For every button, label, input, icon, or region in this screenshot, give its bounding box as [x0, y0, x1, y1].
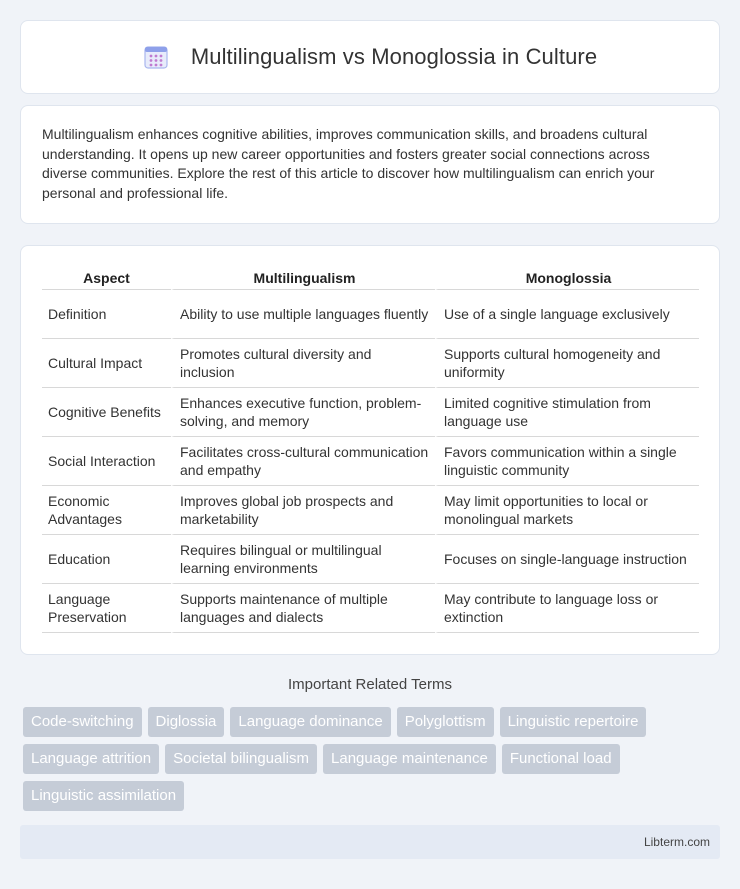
monoglossia-cell: May contribute to language loss or extinction [435, 584, 699, 633]
monoglossia-cell: Use of a single language exclusively [435, 290, 699, 339]
multilingualism-cell: Enhances executive function, problem-solving, and memory [171, 388, 435, 437]
related-term-tag[interactable]: Code-switching [23, 707, 142, 737]
monoglossia-cell: Limited cognitive stimulation from language use [435, 388, 699, 437]
header-aspect: Aspect [42, 266, 171, 290]
comparison-table [42, 266, 699, 633]
footer-site-link[interactable]: Libterm.com [643, 835, 710, 849]
comparison-card [20, 245, 720, 655]
table-row [42, 339, 699, 388]
table-row [42, 535, 699, 584]
aspect-cell: Language Preservation [42, 584, 171, 633]
monoglossia-cell: Favors communication within a single linguistic community [435, 437, 699, 486]
related-terms-list [23, 707, 723, 811]
aspect-cell: Economic Advantages [42, 486, 171, 535]
multilingualism-cell: Facilitates cross-cultural communication and empathy [171, 437, 435, 486]
related-term-tag[interactable]: Language maintenance [323, 744, 496, 774]
aspect-cell: Social Interaction [42, 437, 171, 486]
header-multilingualism: Multilingualism [171, 266, 435, 290]
table-row [42, 486, 699, 535]
table-row [42, 388, 699, 437]
table-header-row [42, 266, 699, 290]
title-card [20, 20, 720, 94]
intro-card [20, 105, 720, 224]
monoglossia-cell: May limit opportunities to local or monolingual markets [435, 486, 699, 535]
related-term-tag[interactable]: Societal bilingualism [165, 744, 317, 774]
aspect-cell: Cultural Impact [42, 339, 171, 388]
aspect-cell: Cognitive Benefits [42, 388, 171, 437]
related-term-tag[interactable]: Language dominance [230, 707, 390, 737]
related-term-tag[interactable]: Language attrition [23, 744, 159, 774]
multilingualism-cell: Requires bilingual or multilingual learning environments [171, 535, 435, 584]
header-monoglossia: Monoglossia [435, 266, 699, 290]
related-term-tag[interactable]: Polyglottism [397, 707, 494, 737]
related-term-tag[interactable]: Linguistic assimilation [23, 781, 184, 811]
multilingualism-cell: Promotes cultural diversity and inclusion [171, 339, 435, 388]
table-row [42, 290, 699, 339]
footer [20, 825, 720, 859]
page-title: Multilingualism vs Monoglossia in Culture [190, 44, 598, 69]
multilingualism-cell: Ability to use multiple languages fluently [171, 290, 435, 339]
intro-paragraph: Multilingualism enhances cognitive abilities, improves communication skills, and broadens cultural understanding. It opens up new career opportunities and fosters greater social connections across diverse communities. Explore the rest of this article to discover how multilingualism can enrich your personal and professional life. [42, 126, 655, 201]
aspect-cell: Definition [42, 290, 171, 339]
related-term-tag[interactable]: Diglossia [148, 707, 225, 737]
table-row [42, 584, 699, 633]
related-term-tag[interactable]: Linguistic repertoire [500, 707, 647, 737]
calendar-grid-icon [143, 44, 169, 70]
related-term-tag[interactable]: Functional load [502, 744, 620, 774]
multilingualism-cell: Supports maintenance of multiple languages and dialects [171, 584, 435, 633]
related-terms-heading: Important Related Terms [288, 676, 452, 693]
table-row [42, 437, 699, 486]
multilingualism-cell: Improves global job prospects and marketability [171, 486, 435, 535]
aspect-cell: Education [42, 535, 171, 584]
monoglossia-cell: Focuses on single-language instruction [435, 535, 699, 584]
monoglossia-cell: Supports cultural homogeneity and uniformity [435, 339, 699, 388]
